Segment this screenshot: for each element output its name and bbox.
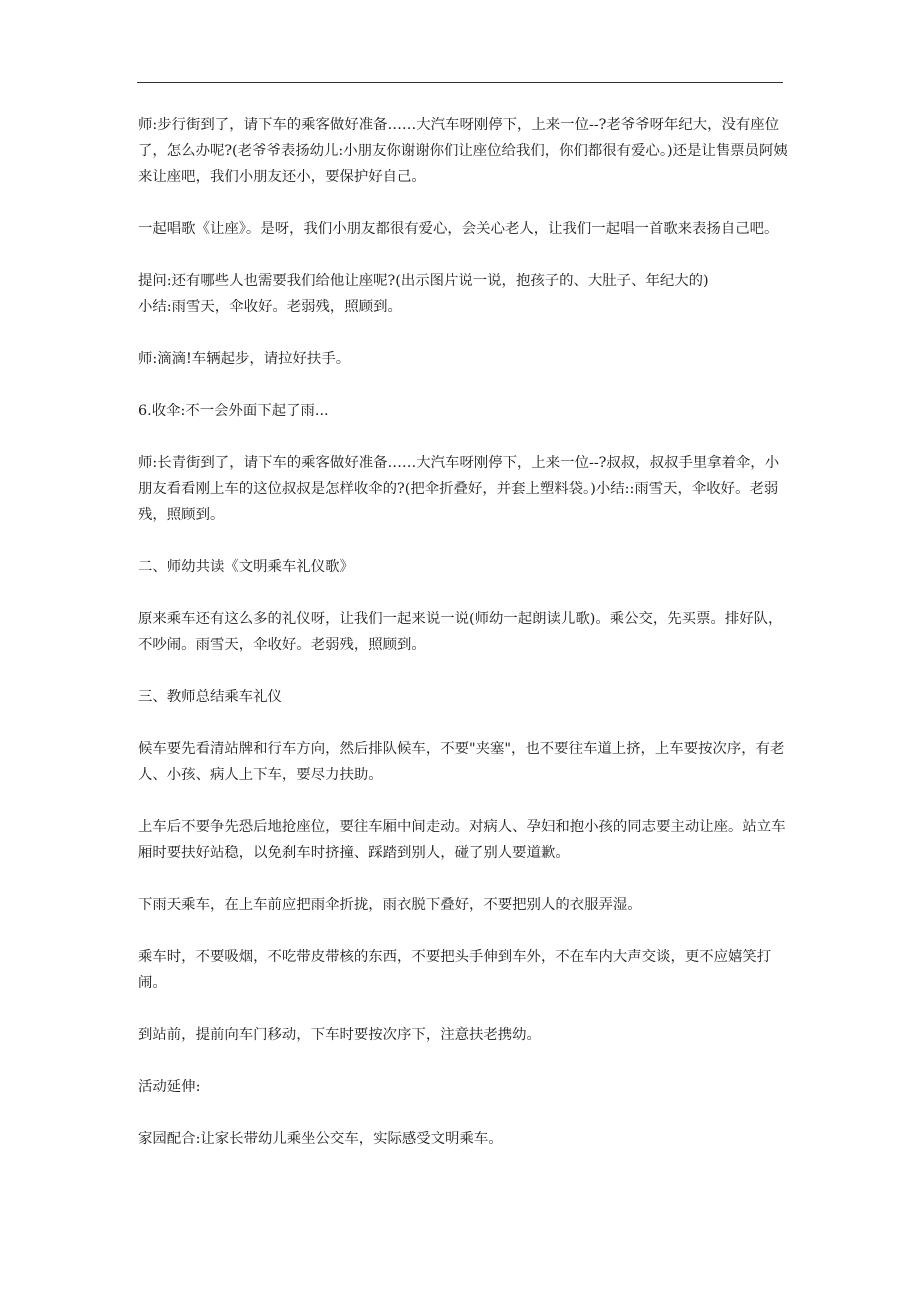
header-rule [137, 82, 783, 83]
paragraph-7: 师:长青街到了，请下车的乘客做好准备……大汽车呀刚停下，上来一位--?叔叔，叔叔手里拿着伞，小朋友看看刚上车的这位叔叔是怎样收伞的?(把伞折叠好，并套上塑料袋。)小结::雨雪天，伞收好。老弱残，照顾到。 [138, 455, 780, 523]
section-heading-6: 6.收伞:不一会外面下起了雨... [138, 403, 329, 419]
paragraph-2: 一起唱歌《让座》。是呀，我们小朋友都很有爱心，会关心老人，让我们一起唱一首歌来表扬自己吧。 [138, 221, 779, 237]
paragraph-11: 候车要先看清站牌和行车方向，然后排队候车，不要"夹塞"，也不要往车道上挤，上车要按次序，有老人、小孩、病人上下车，要尽力扶助。 [138, 741, 785, 783]
paragraph-15: 到站前，提前向车门移动，下车时要按次序下，注意扶老携幼。 [138, 1027, 541, 1043]
paragraph-4: 小结:雨雪天，伞收好。老弱残，照顾到。 [138, 299, 402, 315]
section-heading-3: 三、教师总结乘车礼仪 [138, 689, 282, 705]
paragraph-13: 下雨天乘车，在上车前应把雨伞折拢，雨衣脱下叠好，不要把别人的衣服弄湿。 [138, 897, 642, 913]
extension-heading: 活动延伸: [138, 1079, 201, 1095]
paragraph-14: 乘车时，不要吸烟，不吃带皮带核的东西，不要把头手伸到车外，不在车内大声交谈，更不应嬉笑打闹。 [138, 949, 772, 991]
paragraph-12: 上车后不要争先恐后地抢座位，要往车厢中间走动。对病人、孕妇和抱小孩的同志要主动让座。站立车厢时要扶好站稳，以免刹车时挤撞、踩踏到别人，碰了别人要道歉。 [138, 819, 786, 861]
paragraph-9: 原来乘车还有这么多的礼仪呀，让我们一起来说一说(师幼一起朗读儿歌)。乘公交，先买票。排好队，不吵闹。雨雪天，伞收好。老弱残，照顾到。 [138, 611, 783, 653]
document-body [138, 112, 788, 1178]
paragraph-5: 师:滴滴!车辆起步，请拉好扶手。 [138, 351, 351, 367]
paragraph-3: 提问:还有哪些人也需要我们给他让座呢?(出示图片说一说，抱孩子的、大肚子、年纪大的) [138, 273, 709, 289]
section-heading-2: 二、师幼共读《文明乘车礼仪歌》 [138, 559, 354, 575]
paragraph-17: 家园配合:让家长带幼儿乘坐公交车，实际感受文明乘车。 [138, 1131, 503, 1147]
paragraph-1: 师:步行街到了，请下车的乘客做好准备……大汽车呀刚停下，上来一位--?老爷爷呀年纪大，没有座位了，怎么办呢?(老爷爷表扬幼儿:小朋友你谢谢你们让座位给我们，你们都很有爱心。)还是让售票员阿姨来让座吧，我们小朋友还小，要保护好自己。 [138, 117, 788, 185]
